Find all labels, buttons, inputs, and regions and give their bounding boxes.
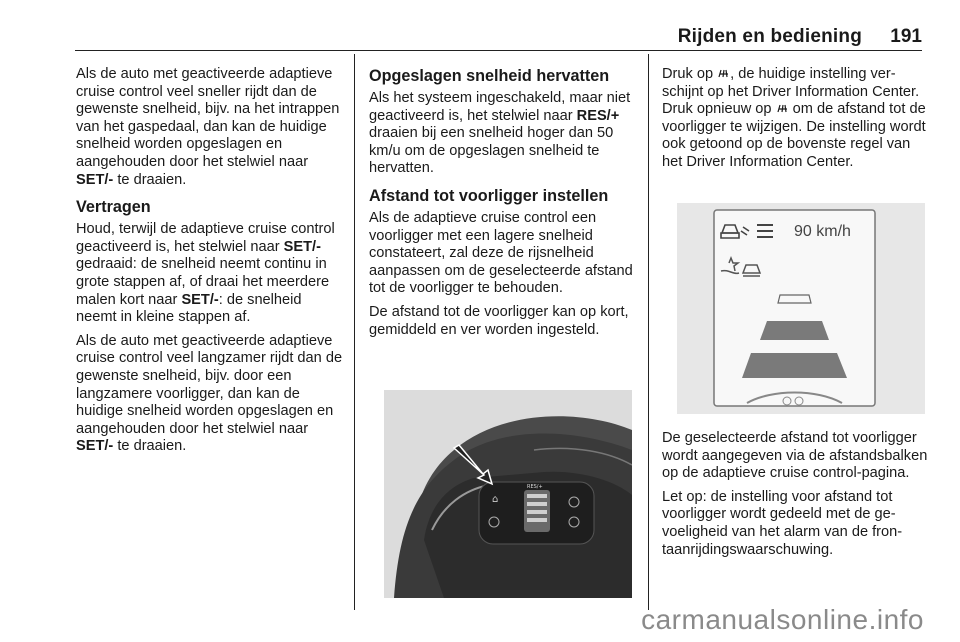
paragraph: De geselecteerde afstand tot voorligger wordt aangegeven via de afstandsbalken op de adaptieve cruise control-pagina. [662, 430, 928, 482]
following-distance-icon [776, 101, 789, 114]
res-plus-label: RES/+ [527, 484, 543, 490]
column-divider [648, 54, 649, 610]
heading-afstand: Afstand tot voorligger instellen [369, 186, 609, 205]
paragraph: De afstand tot de voorligger kan op kort, gemiddeld en ver worden ingesteld. [369, 303, 629, 338]
following-distance-icon [492, 494, 498, 505]
driver-information-center-illustration [677, 203, 925, 414]
column-divider [354, 54, 355, 610]
paragraph: Houd, terwijl de adaptieve cruise control geactiveerd is, het stelwiel naar SET/- gedraaid: de snelheid neemt continu in grote stappen af, of draai het meerdere malen kort naar SET/-: de snelheid neemt in kleine stappen af. [76, 221, 335, 326]
heading-hervatten: Opgeslagen snelheid hervatten [369, 67, 610, 85]
paragraph: Als de auto met geactiveerde adaptieve cruise control veel langzamer rijdt dan de gewenste snelheid, bijv. door een langzamere voorligger, dan kan de huidige snelheid worden opgeslagen en aangehouden door het stelwiel naar SET/- te draaien. [76, 332, 343, 455]
paragraph: Als de adaptieve cruise control een voorligger met een lagere snelheid constateert, zal deze de rijsnelheid aanpassen om de geselecteerde afstand tot de voorligger te behouden. [369, 209, 633, 297]
column-3 [662, 66, 928, 178]
distance-bar-near [742, 353, 847, 378]
steering-wheel-illustration [384, 390, 632, 598]
page-number: 191 [890, 26, 922, 47]
column-1 [76, 66, 344, 462]
display-speed: 90 km/h [794, 223, 851, 240]
paragraph: Als het systeem ingeschakeld, maar niet geactiveerd is, het stelwiel naar RES/+ draaien bij een snelheid hoger dan 50 km/u om de opgeslagen snelheid te hervatten. [369, 90, 631, 177]
chapter-title: Rijden en bediening [677, 26, 862, 47]
watermark: carmanualsonline.info [641, 604, 924, 635]
page-header [75, 26, 922, 51]
column-2 [369, 66, 635, 345]
paragraph: Als de auto met geactiveerde adaptieve cruise control veel sneller rijdt dan de gewenste snelheid, bijv. na het intrappen van het gaspedaal, dan kan de huidige snelheid worden opgeslagen en aangehouden door het stelwiel naar SET/- te draaien. [76, 66, 340, 188]
paragraph: Let op: de instelling voor afstand tot voorligger wordt gedeeld met de gevoeligheid van het alarm van de frontaanrijdingswaarschuwing. [662, 488, 903, 558]
heading-vertragen: Vertragen [76, 198, 151, 217]
distance-bar-medium [760, 321, 829, 340]
column-3-lower [662, 430, 928, 565]
paragraph: Druk op , de huidige instelling verschijnt op het Driver Information Center. Druk opnieuw op om de afstand tot de voorligger te wijzigen. De instelling wordt ook getoond op de bovenste regel van het Driver Information Center. [662, 66, 926, 170]
following-distance-icon [717, 66, 730, 79]
svg-text:⌂: ⌂ [492, 494, 499, 505]
